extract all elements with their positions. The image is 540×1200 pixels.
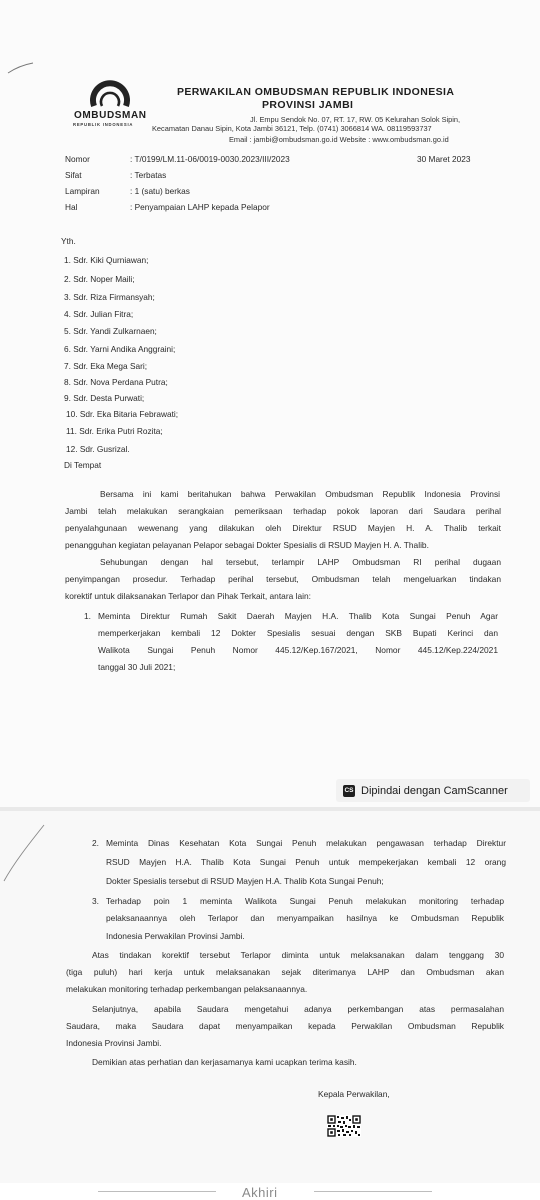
list-item-line: Terhadap poin 1 meminta Walikota Sungai Penuh melakukan monitoring terhadap <box>106 896 504 906</box>
list-item-line: Meminta Direktur Rumah Sakit Daerah Mayjen H.A. Thalib Kota Sungai Penuh Agar <box>98 611 498 621</box>
recipient-item: 5. Sdr. Yandi Zulkarnaen; <box>64 326 157 336</box>
sifat-label: Sifat <box>65 170 82 180</box>
org-name: PERWAKILAN OMBUDSMAN REPUBLIK INDONESIA <box>177 86 455 98</box>
hal-value: : Penyampaian LAHP kepada Pelapor <box>130 202 270 212</box>
divider <box>314 1191 432 1192</box>
list-item-line: Walikota Sungai Penuh Nomor 445.12/Kep.167/2021, Nomor 445.12/Kep.224/2021 <box>98 645 498 655</box>
recipient-item: 8. Sdr. Nova Perdana Putra; <box>64 377 168 387</box>
paragraph-line: Jambi telah melakukan serangkaian pemeriksaan terhadap pokok laporan dari Saudara perihal <box>65 506 501 516</box>
lampiran-label: Lampiran <box>65 186 100 196</box>
camscanner-label: Dipindai dengan CamScanner <box>361 784 508 797</box>
paragraph-line: (tiga puluh) hari kerja untuk melaksanakan sejak diterimanya LAHP dan Ombudsman akan <box>66 967 504 977</box>
ombudsman-logo-icon <box>88 70 132 110</box>
list-number: 2. <box>92 838 99 848</box>
recipient-item: 3. Sdr. Riza Firmansyah; <box>64 292 155 302</box>
recipient-item: 4. Sdr. Julian Fitra; <box>64 309 134 319</box>
logo-word: OMBUDSMAN <box>74 110 147 121</box>
letter-page-2 <box>0 811 540 1183</box>
list-item-line: pelaksanaannya oleh Terlapor dan menyampaikan hasilnya ke Ombudsman Republik <box>106 913 504 923</box>
list-item-line: tanggal 30 Juli 2021; <box>98 662 176 672</box>
closing-title: Kepala Perwakilan, <box>318 1089 390 1099</box>
hal-label: Hal <box>65 202 78 212</box>
recipient-place: Di Tempat <box>64 460 102 470</box>
logo-subtitle: REPUBLIK INDONESIA <box>73 122 134 127</box>
list-number: 1. <box>84 611 91 621</box>
recipient-item: 10. Sdr. Eka Bitaria Febrawati; <box>66 409 179 419</box>
paragraph-line: melakukan monitoring terhadap perkembangan pelaksanaannya. <box>66 984 308 994</box>
list-item-line: memperkerjakan kembali 12 Dokter Spesialis sesuai dengan SKB Bupati Kerinci dan <box>98 628 498 638</box>
paragraph-line: Bersama ini kami beritahukan bahwa Perwakilan Ombudsman Republik Indonesia Provinsi <box>100 489 500 499</box>
paragraph-line: Sehubungan dengan hal tersebut, terlampir LAHP Ombudsman RI perihal dugaan <box>100 557 501 567</box>
nomor-value: : T/0199/LM.11-06/0019-0030.2023/III/2023 <box>130 154 290 164</box>
paragraph-line: korektif untuk dilaksanakan Terlapor dan Pihak Terkait, antara lain: <box>65 591 311 601</box>
pen-mark <box>6 60 36 76</box>
paragraph-line: Atas tindakan korektif tersebut Terlapor diminta untuk melaksanakan dalam tenggang 30 <box>92 950 504 960</box>
recipient-item: 1. Sdr. Kiki Qurniawan; <box>64 255 149 265</box>
recipient-item: 11. Sdr. Erika Putri Rozita; <box>66 426 163 436</box>
paragraph-line: Demikian atas perhatian dan kerjasamanya kami ucapkan terima kasih. <box>92 1057 357 1067</box>
recipient-item: 12. Sdr. Gusrizal. <box>66 444 130 454</box>
paragraph-line: Saudara, maka Saudara dapat menyampaikan kepada Perwakilan Ombudsman Republik <box>66 1021 504 1031</box>
paragraph-line: penyalahgunaan wewenang yang dilakukan oleh Direktur RSUD Mayjen H. A. Thalib terkait <box>65 523 501 533</box>
recipient-item: 2. Sdr. Noper Maili; <box>64 274 135 284</box>
address-line-2: Kecamatan Danau Sipin, Kota Jambi 36121, Telp. (0741) 3066814 WA. 08119593737 <box>152 124 432 133</box>
paragraph-line: Indonesia Provinsi Jambi. <box>66 1038 162 1048</box>
greeting: Yth. <box>61 236 76 246</box>
pen-mark <box>0 821 48 885</box>
paragraph-line: penangguhan kegiatan pelayanan Pelapor sebagai Dokter Spesialis di RSUD Mayjen H. A. Thalib. <box>65 540 429 550</box>
nomor-label: Nomor <box>65 154 90 164</box>
end-button[interactable]: Akhiri <box>242 1185 278 1200</box>
recipient-item: 7. Sdr. Eka Mega Sari; <box>64 361 148 371</box>
end-session-bar <box>0 1183 540 1200</box>
address-line-3: Email : jambi@ombudsman.go.id Website : www.ombudsman.go.id <box>229 135 449 144</box>
divider <box>98 1191 216 1192</box>
org-province: PROVINSI JAMBI <box>262 99 354 111</box>
letter-date: 30 Maret 2023 <box>417 154 471 164</box>
camscanner-logo-icon: CS <box>343 785 355 797</box>
paragraph-line: Selanjutnya, apabila Saudara mengetahui adanya perkembangan atas permasalahan <box>92 1004 504 1014</box>
list-item-line: Dokter Spesialis tersebut di RSUD Mayjen H.A. Thalib Kota Sungai Penuh; <box>106 876 384 886</box>
recipient-item: 9. Sdr. Desta Purwati; <box>64 393 145 403</box>
camscanner-watermark <box>336 779 530 802</box>
list-item-line: RSUD Mayjen H.A. Thalib Kota Sungai Penuh untuk mempekerjakan kembali 12 orang <box>106 857 506 867</box>
list-item-line: Meminta Dinas Kesehatan Kota Sungai Penuh melakukan pengawasan terhadap Direktur <box>106 838 506 848</box>
address-line-1: Jl. Empu Sendok No. 07, RT. 17, RW. 05 Kelurahan Solok Sipin, <box>250 115 461 124</box>
list-number: 3. <box>92 896 99 906</box>
recipient-item: 6. Sdr. Yarni Andika Anggraini; <box>64 344 176 354</box>
sifat-value: : Terbatas <box>130 170 167 180</box>
paragraph-line: penyimpangan prosedur. Terhadap perihal tersebut, Ombudsman telah mengeluarkan tindakan <box>65 574 501 584</box>
qr-code-icon <box>327 1115 361 1137</box>
list-item-line: Indonesia Perwakilan Provinsi Jambi. <box>106 931 245 941</box>
lampiran-value: : 1 (satu) berkas <box>130 186 190 196</box>
